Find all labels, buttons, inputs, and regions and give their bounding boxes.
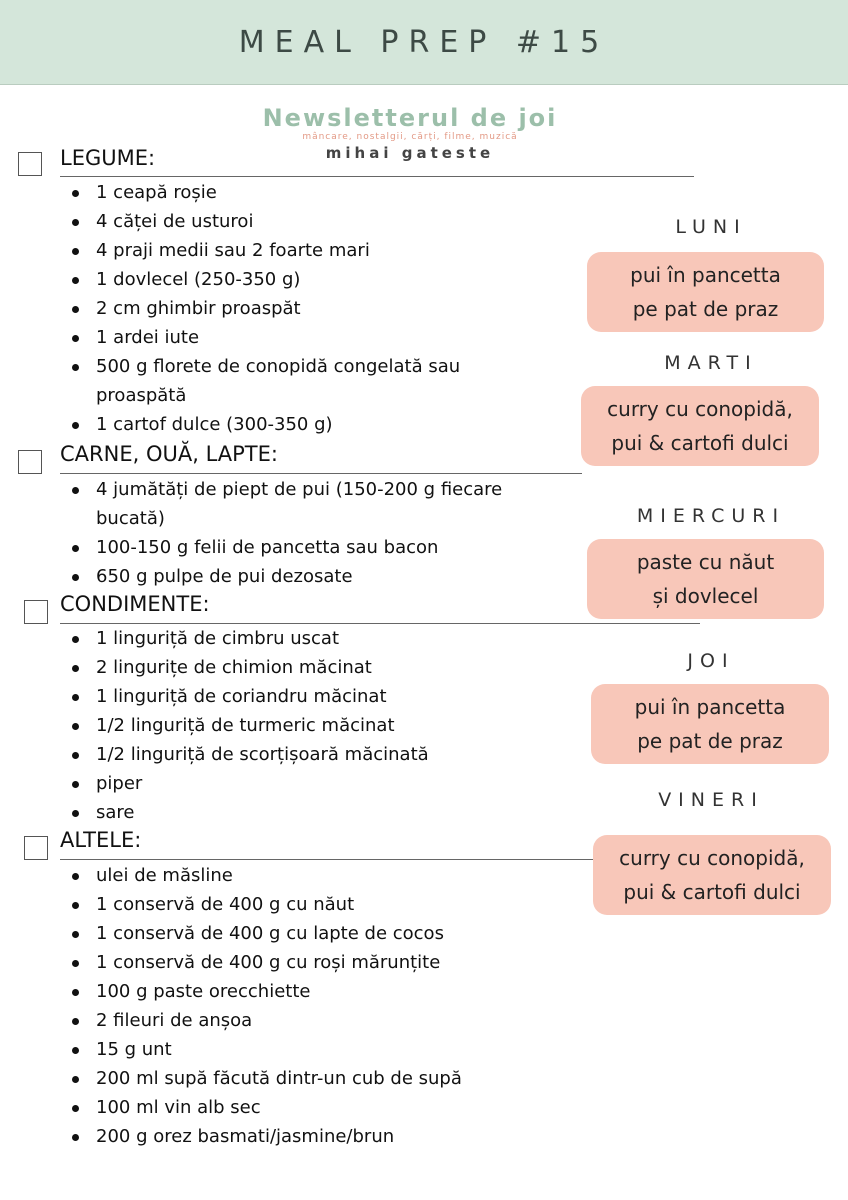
list-item: 650 g pulpe de pui dezosate	[62, 562, 532, 591]
list-item: 1 conservă de 400 g cu roși mărunțite	[62, 948, 582, 977]
day-label-miercuri: MIERCURI	[636, 505, 786, 527]
section-title-carne: CARNE, OUĂ, LAPTE:	[60, 442, 278, 466]
meal-card-joi: pui în pancetta pe pat de praz	[591, 684, 829, 764]
list-item: 500 g florete de conopidă congelată sau proaspătă	[62, 352, 542, 410]
list-item: 1 conservă de 400 g cu năut	[62, 890, 582, 919]
list-item: piper	[62, 769, 562, 798]
section-title-altele: ALTELE:	[60, 828, 142, 852]
day-label-luni: LUNI	[675, 216, 747, 238]
list-item: 15 g unt	[62, 1035, 582, 1064]
day-label-vineri: VINERI	[658, 789, 764, 811]
list-item: 4 căței de usturoi	[62, 207, 542, 236]
list-item: 4 jumătăți de piept de pui (150-200 g fiecare bucată)	[62, 475, 532, 533]
list-item: 100-150 g felii de pancetta sau bacon	[62, 533, 532, 562]
ingredient-list-condimente	[62, 624, 562, 827]
list-item: 2 lingurițe de chimion măcinat	[62, 653, 562, 682]
list-item: 1 dovlecel (250-350 g)	[62, 265, 542, 294]
list-item: sare	[62, 798, 562, 827]
brand-subtitle: mâncare, nostalgii, cărți, filme, muzică	[302, 132, 518, 142]
list-item: 1 linguriță de cimbru uscat	[62, 624, 562, 653]
meal-card-vineri: curry cu conopidă, pui & cartofi dulci	[593, 835, 831, 915]
section-checkbox-altele[interactable]	[24, 836, 48, 860]
list-item: 1 cartof dulce (300-350 g)	[62, 410, 542, 439]
list-item: ulei de măsline	[62, 861, 582, 890]
list-item: 4 praji medii sau 2 foarte mari	[62, 236, 542, 265]
day-label-marti: MARTI	[664, 352, 758, 374]
section-divider	[60, 473, 582, 474]
page-title: MEAL PREP #15	[238, 24, 610, 60]
list-item: 200 g orez basmati/jasmine/brun	[62, 1122, 582, 1151]
list-item: 100 ml vin alb sec	[62, 1093, 582, 1122]
brand-title: Newsletterul de joi	[262, 104, 558, 132]
meal-card-luni: pui în pancetta pe pat de praz	[587, 252, 824, 332]
header-banner	[0, 0, 848, 85]
section-title-condimente: CONDIMENTE:	[60, 592, 210, 616]
ingredient-list-legume	[62, 178, 542, 439]
list-item: 1 ardei iute	[62, 323, 542, 352]
meal-card-marti: curry cu conopidă, pui & cartofi dulci	[581, 386, 819, 466]
section-checkbox-condimente[interactable]	[24, 600, 48, 624]
list-item: 1 conservă de 400 g cu lapte de cocos	[62, 919, 582, 948]
day-label-joi: JOI	[687, 650, 735, 672]
section-checkbox-carne[interactable]	[18, 450, 42, 474]
list-item: 1 linguriță de coriandru măcinat	[62, 682, 562, 711]
section-divider	[60, 176, 694, 177]
section-checkbox-legume[interactable]	[18, 152, 42, 176]
list-item: 1/2 linguriță de scorțișoară măcinată	[62, 740, 562, 769]
brand-name: mihai gateste	[325, 144, 495, 162]
ingredient-list-altele	[62, 861, 582, 1151]
list-item: 2 fileuri de anșoa	[62, 1006, 582, 1035]
list-item: 100 g paste orecchiette	[62, 977, 582, 1006]
list-item: 1/2 linguriță de turmeric măcinat	[62, 711, 562, 740]
list-item: 1 ceapă roșie	[62, 178, 542, 207]
section-title-legume: LEGUME:	[60, 146, 156, 170]
section-divider	[60, 859, 600, 860]
list-item: 200 ml supă făcută dintr-un cub de supă	[62, 1064, 582, 1093]
ingredient-list-carne	[62, 475, 532, 591]
meal-card-miercuri: paste cu năut și dovlecel	[587, 539, 824, 619]
brand-block	[230, 104, 590, 162]
list-item: 2 cm ghimbir proaspăt	[62, 294, 542, 323]
